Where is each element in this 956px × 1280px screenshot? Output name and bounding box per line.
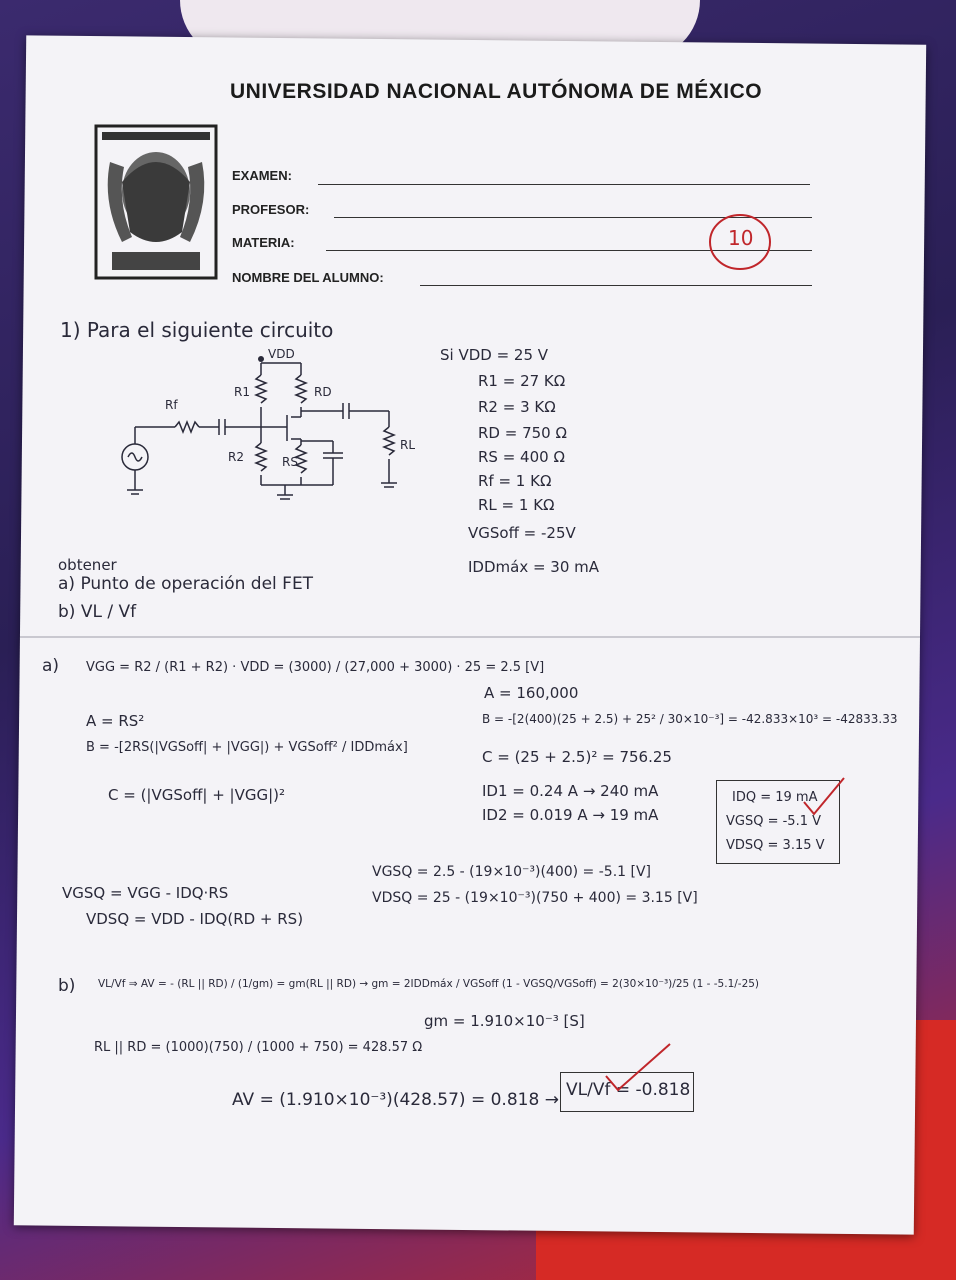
result-vdsq: VDSQ = 3.15 V	[726, 838, 825, 853]
problem-statement: 1) Para el siguiente circuito	[60, 318, 334, 342]
result-vgsq: VGSQ = -5.1 V	[726, 814, 821, 829]
part-b-label: b)	[58, 976, 76, 996]
av-formula: VL/Vf ⇒ AV = - (RL || RD) / (1/gm) = gm(RL || RD) → gm = 2IDDmáx / VGSoff (1 - VGSQ/VGSoff) = 2(30×10⁻³)/25 (1 - -5.1/-25)	[98, 978, 760, 990]
field-examen: EXAMEN:	[232, 168, 292, 183]
field-line	[420, 285, 812, 286]
red-check-mark-final	[600, 1040, 680, 1100]
field-materia: MATERIA:	[232, 235, 295, 250]
av-value: AV = (1.910×10⁻³)(428.57) = 0.818 →	[232, 1090, 559, 1110]
id1-value: ID1 = 0.24 A → 240 mA	[482, 782, 659, 800]
given-rs: RS = 400 Ω	[478, 448, 565, 466]
obtain-label: obtener	[58, 556, 117, 574]
given-rf: Rf = 1 KΩ	[478, 472, 552, 490]
field-profesor: PROFESOR:	[232, 202, 310, 217]
label-rd: RD	[314, 385, 332, 399]
given-r2: R2 = 3 KΩ	[478, 398, 556, 416]
given-rl: RL = 1 KΩ	[478, 496, 555, 514]
b-formula: B = -[2RS(|VGSoff| + |VGG|) + VGSoff² / IDDmáx]	[86, 740, 408, 755]
vdsq-formula: VDSQ = VDD - IDQ(RD + RS)	[86, 910, 304, 928]
part-a-question: a) Punto de operación del FET	[58, 574, 314, 594]
final-answer: VL/Vf = -0.818	[566, 1080, 691, 1100]
vgsq-formula: VGSQ = VGG - IDQ·RS	[62, 884, 229, 902]
label-r2: R2	[228, 450, 244, 464]
unam-seal-logo	[92, 122, 220, 282]
a-value: A = 160,000	[484, 684, 579, 702]
label-rl: RL	[400, 438, 416, 452]
vdsq-value: VDSQ = 25 - (19×10⁻³)(750 + 400) = 3.15 [V]	[372, 890, 698, 906]
result-idq: IDQ = 19 mA	[732, 790, 818, 805]
given-iddmax: IDDmáx = 30 mA	[468, 558, 600, 576]
part-b-question: b) VL / Vf	[58, 602, 137, 622]
vgsq-value: VGSQ = 2.5 - (19×10⁻³)(400) = -5.1 [V]	[372, 864, 652, 880]
rl-rd-parallel: RL || RD = (1000)(750) / (1000 + 750) = 428.57 Ω	[94, 1040, 423, 1055]
vgg-equation: VGG = R2 / (R1 + R2) · VDD = (3000) / (27,000 + 3000) · 25 = 2.5 [V]	[86, 660, 545, 675]
id2-value: ID2 = 0.019 A → 19 mA	[482, 806, 659, 824]
field-nombre: NOMBRE DEL ALUMNO:	[232, 270, 384, 285]
fet-circuit-diagram	[115, 345, 435, 505]
label-rf: Rf	[165, 398, 178, 412]
given-vdd: Si VDD = 25 V	[440, 346, 549, 364]
gm-value: gm = 1.910×10⁻³ [S]	[424, 1012, 585, 1030]
b-value: B = -[2(400)(25 + 2.5) + 25² / 30×10⁻³] = -42.833×10³ = -42833.33	[482, 712, 898, 726]
grade: 10	[728, 226, 754, 250]
given-rd: RD = 750 Ω	[478, 424, 567, 442]
part-a-label: a)	[42, 656, 60, 676]
red-check-mark	[800, 774, 850, 834]
page-fold	[20, 636, 920, 638]
given-r1: R1 = 27 KΩ	[478, 372, 566, 390]
label-vdd: VDD	[268, 347, 295, 361]
c-value: C = (25 + 2.5)² = 756.25	[482, 748, 672, 766]
given-vgsoff: VGSoff = -25V	[468, 524, 576, 542]
label-r1: R1	[234, 385, 250, 399]
university-title: UNIVERSIDAD NACIONAL AUTÓNOMA DE MÉXICO	[230, 80, 763, 103]
field-line	[318, 184, 810, 185]
label-rs: RS	[282, 455, 298, 469]
c-formula: C = (|VGSoff| + |VGG|)²	[108, 786, 286, 804]
a-formula: A = RS²	[86, 712, 145, 730]
